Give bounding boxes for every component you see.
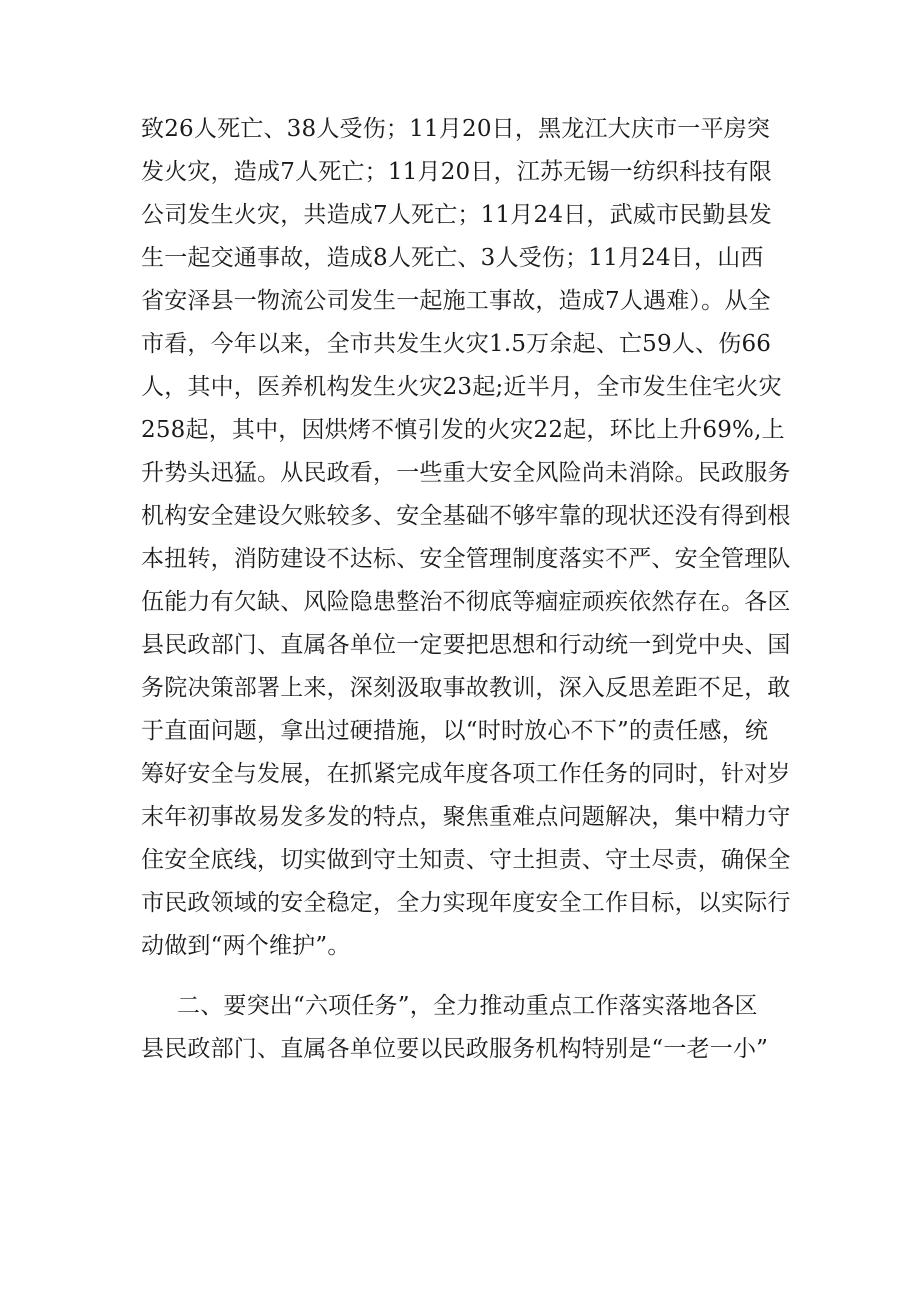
text-line: 动做到“两个维护”。: [141, 933, 351, 959]
text-line: 省安泽县一物流公司发生一起施工事故，造成7人遇难）。从全: [141, 288, 771, 314]
section-heading-line: 二、要突出“六项任务”，全力推动重点工作落实落地各区: [177, 993, 758, 1019]
text-line: 筹好安全与发展，在抓紧完成年度各项工作任务的同时，针对岁: [141, 761, 791, 787]
text-line: 生一起交通事故，造成8人死亡、3人受伤；11月24日，山西: [141, 245, 764, 271]
text-line: 公司发生火灾，共造成7人死亡；11月24日，武威市民勤县发: [141, 202, 772, 228]
text-line: 发火灾，造成7人死亡；11月20日，江苏无锡一纺织科技有限: [141, 159, 772, 185]
paragraph-gap: [141, 968, 791, 985]
text-line: 县民政部门、直属各单位一定要把思想和行动统一到党中央、国: [141, 632, 791, 658]
text-line: 人，其中，医养机构发生火灾23起;近半月，全市发生住宅火灾: [141, 374, 782, 400]
text-line: 市看，今年以来，全市共发生火灾1.5万余起、亡59人、伤66: [141, 331, 772, 357]
paragraph-1: [141, 108, 791, 968]
text-line: 致26人死亡、38人受伤；11月20日，黑龙江大庆市一平房突: [141, 116, 771, 142]
text-line: 务院决策部署上来，深刻汲取事故教训，深入反思差距不足，敢: [141, 675, 791, 701]
text-line: 住安全底线，切实做到守土知责、守土担责、守土尽责，确保全: [141, 847, 791, 873]
text-line: 市民政领域的安全稳定，全力实现年度安全工作目标，以实际行: [141, 890, 791, 916]
document-body: [141, 108, 791, 1071]
paragraph-2: [141, 985, 791, 1071]
text-line: 于直面问题，拿出过硬措施，以“时时放心不下”的责任感，统: [141, 718, 769, 744]
text-line: 末年初事故易发多发的特点，聚焦重难点问题解决，集中精力守: [141, 804, 791, 830]
text-line: 机构安全建设欠账较多、安全基础不够牢靠的现状还没有得到根: [141, 503, 791, 529]
text-line: 伍能力有欠缺、风险隐患整治不彻底等痼症顽疾依然存在。各区: [141, 589, 791, 615]
text-line: 本扭转，消防建设不达标、安全管理制度落实不严、安全管理队: [141, 546, 791, 572]
text-line: 258起，其中，因烘烤不慎引发的火灾22起，环比上升69%,上: [141, 417, 785, 443]
text-line: 升势头迅猛。从民政看，一些重大安全风险尚未消除。民政服务: [141, 460, 791, 486]
text-line: 县民政部门、直属各单位要以民政服务机构特别是“一老一小”: [141, 1036, 769, 1062]
